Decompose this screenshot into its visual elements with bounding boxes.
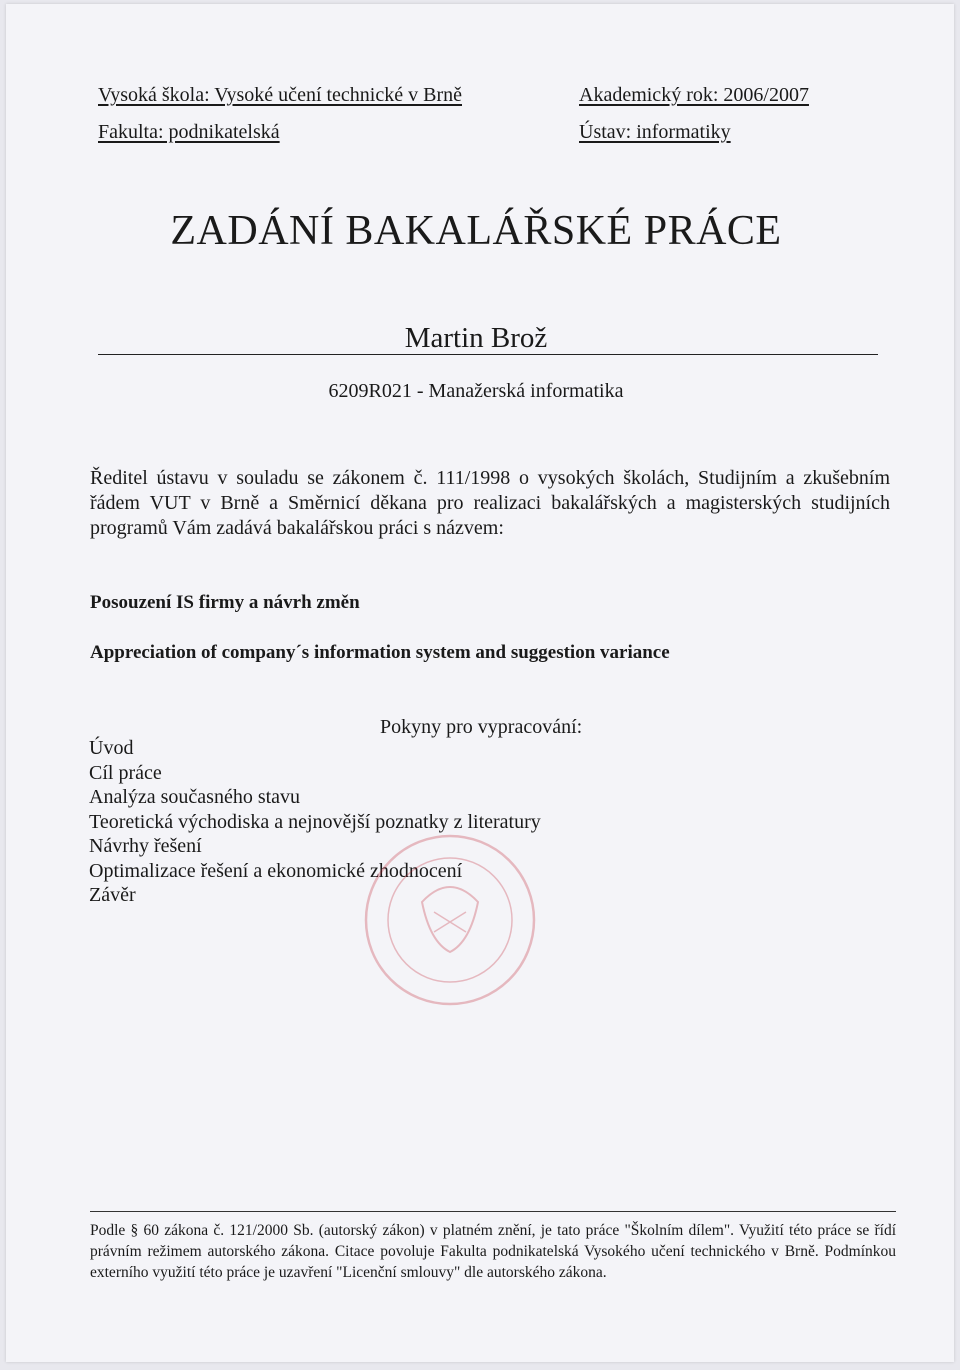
- document-title: ZADÁNÍ BAKALÁŘSKÉ PRÁCE: [170, 208, 782, 254]
- copyright-notice: Podle § 60 zákona č. 121/2000 Sb. (autorský zákon) v platném znění, je tato práce "Školním dílem". Využití této práce se řídí právním režimem autorského zákona. Citace povoluje Fakulta podnikatelská Vysokého učení technického v Brně. Podmínkou externího využití této práce je uzavření "Licenční smlouvy" dle autorského zákona.: [90, 1222, 896, 1281]
- academic-year-label: Akademický rok: 2006/2007: [579, 84, 809, 106]
- list-item: Cíl práce: [89, 761, 162, 784]
- list-item: Úvod: [89, 737, 134, 759]
- instructions-heading: Pokyny pro vypracování:: [380, 716, 583, 738]
- student-name: Martin Brož: [404, 322, 548, 354]
- list-item: Optimalizace řešení a ekonomické zhodnocení: [89, 859, 463, 882]
- list-item: Teoretická východiska a nejnovější poznatky z literatury: [89, 810, 541, 833]
- study-program: 6209R021 - Manažerská informatika: [328, 380, 624, 402]
- list-item: Závěr: [89, 884, 136, 906]
- assignment-paragraph: Ředitel ústavu v souladu se zákonem č. 111/1998 o vysokých školách, Studijním a zkušebním řádem VUT v Brně a Směrnicí děkana pro realizaci bakalářských a magisterských studijních programů Vám zadává bakalářskou práci s názvem:: [90, 467, 890, 539]
- official-seal-icon: [362, 832, 538, 1008]
- list-item: Návrhy řešení: [89, 835, 202, 857]
- school-label: Vysoká škola: Vysoké učení technické v Brně: [98, 84, 462, 106]
- faculty-label: Fakulta: podnikatelská: [98, 121, 280, 143]
- list-item: Analýza současného stavu: [89, 786, 301, 808]
- thesis-title-en: Appreciation of company´s information system and suggestion variance: [90, 642, 670, 663]
- footer-divider: [90, 1211, 896, 1212]
- document-page: [6, 4, 954, 1362]
- institute-label: Ústav: informatiky: [579, 121, 731, 143]
- thesis-title-cz: Posouzení IS firmy a návrh změn: [90, 592, 360, 613]
- name-underline-divider: [98, 354, 878, 355]
